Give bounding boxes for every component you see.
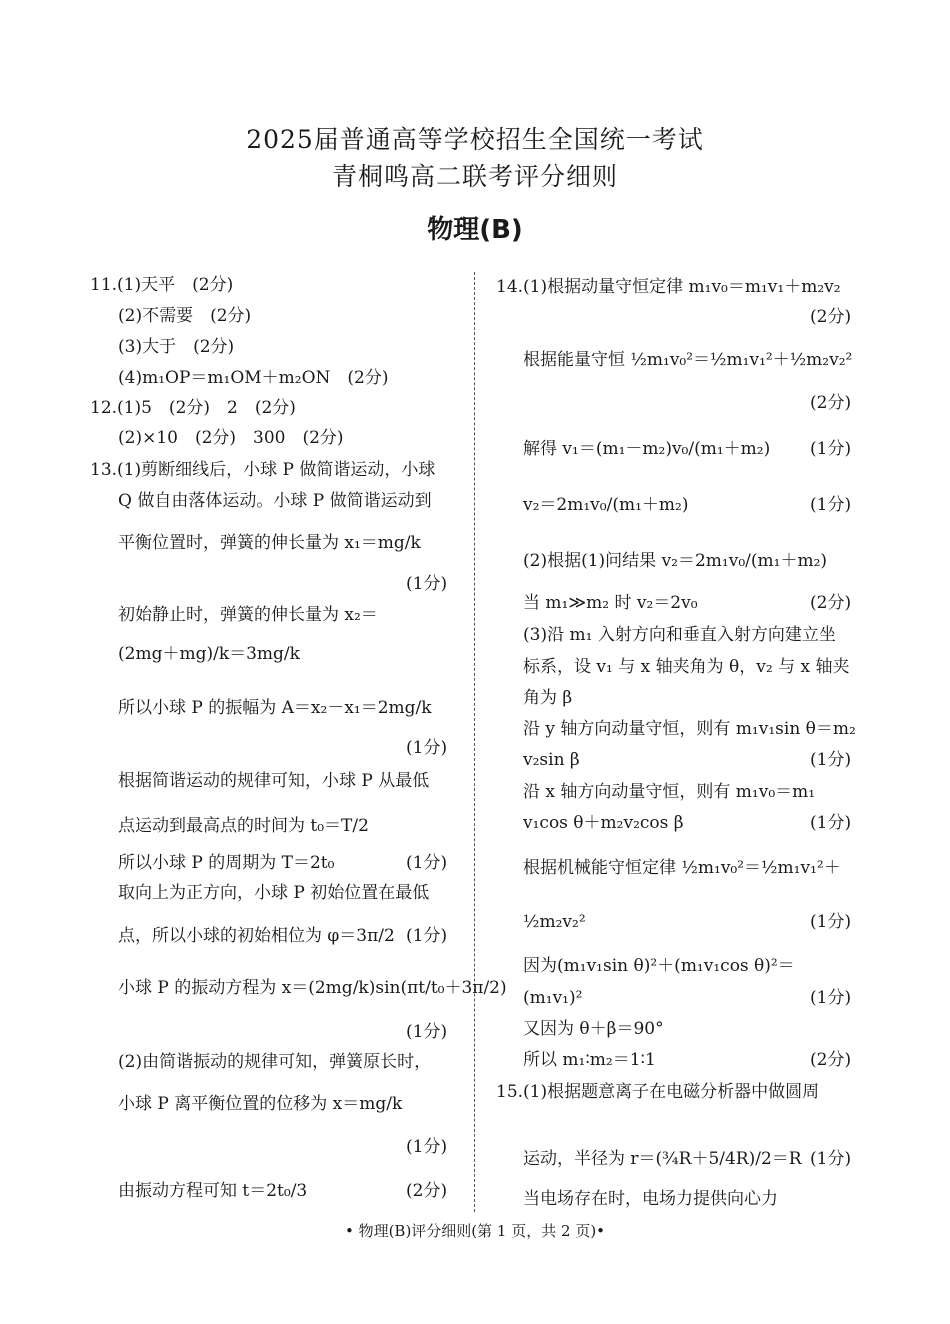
left-points: (1分)	[406, 1137, 448, 1157]
left-line: 初始静止时，弹簧的伸长量为 x₂＝	[118, 605, 378, 625]
right-line: 运动，半径为 r＝(¾R＋5/4R)/2＝R	[523, 1149, 802, 1169]
right-points: (1分)	[810, 1149, 852, 1169]
left-points: (1分)	[406, 853, 448, 873]
right-points: (1分)	[810, 495, 852, 515]
left-line: 所以小球 P 的周期为 T＝2t₀	[118, 853, 335, 873]
left-line: 根据简谐运动的规律可知，小球 P 从最低	[118, 771, 430, 791]
exam-title: 2025届普通高等学校招生全国统一考试	[246, 125, 704, 154]
right-line: (2)根据(1)问结果 v₂＝2m₁v₀/(m₁＋m₂)	[523, 551, 828, 571]
right-line: 根据机械能守恒定律 ½m₁v₀²＝½m₁v₁²＋	[523, 858, 841, 878]
left-line: 12.(1)5 (2分) 2 (2分)	[90, 398, 296, 418]
left-line: 小球 P 离平衡位置的位移为 x＝mg/k	[118, 1094, 403, 1114]
left-line: 点，所以小球的初始相位为 φ＝3π/2	[118, 926, 395, 946]
right-points: (2分)	[810, 593, 852, 613]
right-line: 又因为 θ＋β＝90°	[523, 1019, 664, 1039]
right-line: 解得 v₁＝(m₁－m₂)v₀/(m₁＋m₂)	[523, 439, 771, 459]
right-line: 角为 β	[523, 688, 573, 708]
left-points: (1分)	[406, 926, 448, 946]
scoring-rubric-title: 青桐鸣高二联考评分细则	[331, 162, 618, 191]
left-line: Q 做自由落体运动。小球 P 做简谐运动到	[118, 491, 432, 511]
left-line: (4)m₁OP＝m₁OM＋m₂ON (2分)	[118, 368, 389, 388]
left-line: 由振动方程可知 t＝2t₀/3	[118, 1181, 308, 1201]
subject-title: 物理(B)	[427, 215, 523, 245]
right-line: 当电场存在时，电场力提供向心力	[523, 1189, 778, 1209]
left-line: (2mg＋mg)/k＝3mg/k	[118, 644, 300, 664]
right-points: (2分)	[810, 393, 852, 413]
left-line: 所以小球 P 的振幅为 A＝x₂－x₁＝2mg/k	[118, 698, 432, 718]
right-line: ½m₂v₂²	[523, 912, 586, 932]
left-line: (2)不需要 (2分)	[118, 306, 252, 326]
left-points: (1分)	[406, 574, 448, 594]
right-line: v₂＝2m₁v₀/(m₁＋m₂)	[523, 495, 689, 515]
page-footer: • 物理(B)评分细则(第 1 页，共 2 页)•	[344, 1222, 606, 1240]
right-points: (1分)	[810, 988, 852, 1008]
right-line: 标系，设 v₁ 与 x 轴夹角为 θ，v₂ 与 x 轴夹	[523, 657, 850, 677]
right-line: (3)沿 m₁ 入射方向和垂直入射方向建立坐	[523, 625, 836, 645]
left-line: 点运动到最高点的时间为 t₀＝T/2	[118, 816, 369, 836]
left-points: (1分)	[406, 738, 448, 758]
left-line: 小球 P 的振动方程为 x＝(2mg/k)sin(πt/t₀＋3π/2)	[118, 978, 507, 998]
right-line: 15.(1)根据题意离子在电磁分析器中做圆周	[496, 1082, 820, 1102]
left-line: 平衡位置时，弹簧的伸长量为 x₁＝mg/k	[118, 533, 421, 553]
left-line: (2)由简谐振动的规律可知，弹簧原长时，	[118, 1052, 432, 1072]
left-line: 13.(1)剪断细线后，小球 P 做简谐运动，小球	[90, 460, 436, 480]
left-line: (3)大于 (2分)	[118, 337, 235, 357]
right-line: 因为(m₁v₁sin θ)²＋(m₁v₁cos θ)²＝	[523, 956, 795, 976]
left-line: (2)×10 (2分) 300 (2分)	[118, 428, 344, 448]
right-line: (m₁v₁)²	[523, 988, 583, 1008]
left-points: (1分)	[406, 1022, 448, 1042]
right-line: v₁cos θ＋m₂v₂cos β	[523, 813, 684, 833]
right-points: (2分)	[810, 1050, 852, 1070]
column-divider	[474, 272, 475, 1212]
right-line: 沿 x 轴方向动量守恒，则有 m₁v₀＝m₁	[523, 782, 816, 802]
left-line: 取向上为正方向，小球 P 初始位置在最低	[118, 883, 430, 903]
right-line: 根据能量守恒 ½m₁v₀²＝½m₁v₁²＋½m₂v₂²	[523, 350, 853, 370]
right-line: 沿 y 轴方向动量守恒，则有 m₁v₁sin θ＝m₂	[523, 719, 856, 739]
right-points: (1分)	[810, 813, 852, 833]
right-points: (1分)	[810, 912, 852, 932]
right-line: 所以 m₁∶m₂＝1∶1	[523, 1050, 656, 1070]
right-points: (1分)	[810, 439, 852, 459]
right-points: (2分)	[810, 307, 852, 327]
right-points: (1分)	[810, 750, 852, 770]
right-line: 当 m₁≫m₂ 时 v₂＝2v₀	[523, 593, 698, 613]
left-line: 11.(1)天平 (2分)	[90, 275, 234, 295]
left-points: (2分)	[406, 1181, 448, 1201]
right-line: v₂sin β	[523, 750, 580, 770]
right-line: 14.(1)根据动量守恒定律 m₁v₀＝m₁v₁＋m₂v₂	[496, 277, 841, 297]
